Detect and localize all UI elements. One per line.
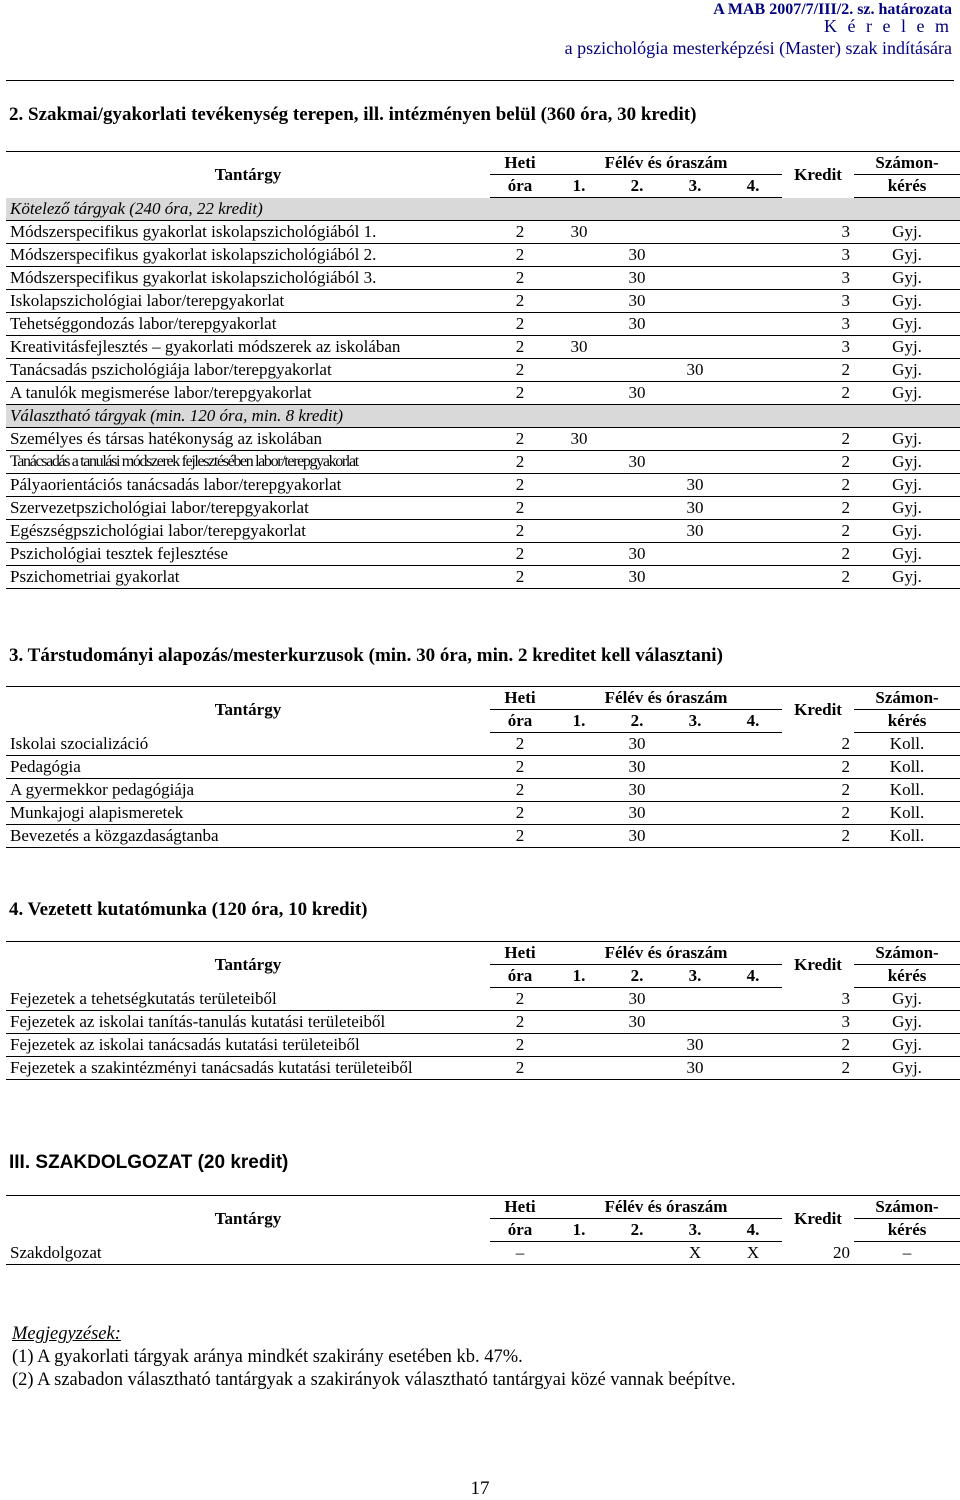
- credit: 3: [782, 290, 854, 313]
- table-row: [6, 988, 960, 1011]
- subject-name: Fejezetek az iskolai tanácsadás kutatási területeiből: [6, 1034, 490, 1057]
- section-3-title: 3. Társtudományi alapozás/mesterkurzusok (min. 30 óra, min. 2 kreditet kell választani): [9, 645, 723, 666]
- semester-2: 30: [608, 988, 666, 1011]
- col-subject: Tantárgy: [6, 687, 490, 733]
- semester-4: [724, 802, 782, 825]
- semester-2: 30: [608, 244, 666, 267]
- semester-1: [550, 543, 608, 566]
- group-label: Választható tárgyak (min. 120 óra, min. 8 kredit): [6, 405, 960, 428]
- table-row: [6, 1011, 960, 1034]
- semester-1: [550, 359, 608, 382]
- semester-2: 30: [608, 267, 666, 290]
- semester-1: [550, 1242, 608, 1265]
- note-2: (2) A szabadon választható tantárgyak a szakirányok választható tantárgyai közé vannak beépítve.: [12, 1370, 736, 1390]
- semester-1: [550, 382, 608, 405]
- subject-name: A gyermekkor pedagógiája: [6, 779, 490, 802]
- subject-name: Tanácsadás a tanulási módszerek fejlesztésében labor/terepgyakorlat: [6, 451, 490, 474]
- col-s3: 3.: [666, 175, 724, 198]
- semester-1: [550, 1057, 608, 1080]
- weekly-hours: 2: [490, 543, 550, 566]
- semester-1: [550, 802, 608, 825]
- col-s3: 3.: [666, 710, 724, 733]
- section-2-title: 2. Szakmai/gyakorlati tevékenység terepen, ill. intézményen belül (360 óra, 30 kredit): [9, 104, 697, 125]
- col-s2: 2.: [608, 965, 666, 988]
- semester-1: [550, 756, 608, 779]
- assessment: Koll.: [854, 802, 960, 825]
- semester-2: [608, 497, 666, 520]
- weekly-hours: 2: [490, 267, 550, 290]
- semester-2: [608, 520, 666, 543]
- assessment: Gyj.: [854, 520, 960, 543]
- subject-name: Fejezetek a szakintézményi tanácsadás kutatási területeiből: [6, 1057, 490, 1080]
- credit: 2: [782, 825, 854, 848]
- table-row: [6, 221, 960, 244]
- credit: 2: [782, 779, 854, 802]
- semester-2: 30: [608, 733, 666, 756]
- semester-1: 30: [550, 221, 608, 244]
- weekly-hours: 2: [490, 802, 550, 825]
- table-row: [6, 382, 960, 405]
- assessment: Gyj.: [854, 267, 960, 290]
- subject-name: Módszerspecifikus gyakorlat iskolapszichológiából 1.: [6, 221, 490, 244]
- assessment: Gyj.: [854, 290, 960, 313]
- assessment: Gyj.: [854, 1011, 960, 1034]
- semester-3: [666, 313, 724, 336]
- semester-1: [550, 290, 608, 313]
- group-row: [6, 198, 960, 221]
- semester-4: [724, 313, 782, 336]
- assessment: Gyj.: [854, 359, 960, 382]
- semester-4: [724, 359, 782, 382]
- semester-3: [666, 336, 724, 359]
- semester-1: [550, 451, 608, 474]
- subject-name: Tanácsadás pszichológiája labor/terepgyakorlat: [6, 359, 490, 382]
- weekly-hours: 2: [490, 221, 550, 244]
- table-row: [6, 1034, 960, 1057]
- group-label: Kötelező tárgyak (240 óra, 22 kredit): [6, 198, 960, 221]
- semester-1: [550, 474, 608, 497]
- credit: 3: [782, 988, 854, 1011]
- semester-3: X: [666, 1242, 724, 1265]
- semester-2: 30: [608, 756, 666, 779]
- semester-3: 30: [666, 497, 724, 520]
- credit: 3: [782, 1011, 854, 1034]
- subject-name: Pályaorientációs tanácsadás labor/terepgyakorlat: [6, 474, 490, 497]
- col-subject: Tantárgy: [6, 152, 490, 198]
- table-row: [6, 267, 960, 290]
- semester-1: [550, 1034, 608, 1057]
- assessment: Gyj.: [854, 428, 960, 451]
- weekly-hours: 2: [490, 244, 550, 267]
- col-ora: óra: [490, 710, 550, 733]
- assessment: Koll.: [854, 733, 960, 756]
- col-s1: 1.: [550, 175, 608, 198]
- weekly-hours: 2: [490, 1057, 550, 1080]
- col-heti: Heti: [490, 1196, 550, 1219]
- assessment: –: [854, 1242, 960, 1265]
- weekly-hours: 2: [490, 359, 550, 382]
- semester-2: [608, 336, 666, 359]
- weekly-hours: 2: [490, 497, 550, 520]
- semester-3: [666, 825, 724, 848]
- col-s4: 4.: [724, 175, 782, 198]
- semester-3: [666, 290, 724, 313]
- semester-4: [724, 543, 782, 566]
- col-s4: 4.: [724, 710, 782, 733]
- semester-3: [666, 267, 724, 290]
- assessment: Gyj.: [854, 313, 960, 336]
- semester-2: 30: [608, 313, 666, 336]
- semester-3: [666, 756, 724, 779]
- semester-2: [608, 359, 666, 382]
- weekly-hours: 2: [490, 733, 550, 756]
- semester-3: 30: [666, 1057, 724, 1080]
- credit: 2: [782, 1034, 854, 1057]
- subject-name: Szervezetpszichológiai labor/terepgyakorlat: [6, 497, 490, 520]
- semester-2: 30: [608, 543, 666, 566]
- semester-1: [550, 988, 608, 1011]
- semester-3: [666, 428, 724, 451]
- semester-2: 30: [608, 566, 666, 589]
- header-rule: [6, 80, 954, 81]
- col-semesters: Félév és óraszám: [550, 152, 782, 175]
- semester-2: 30: [608, 825, 666, 848]
- semester-4: [724, 988, 782, 1011]
- semester-4: [724, 382, 782, 405]
- credit: 2: [782, 733, 854, 756]
- semester-1: 30: [550, 336, 608, 359]
- weekly-hours: 2: [490, 474, 550, 497]
- semester-2: [608, 1242, 666, 1265]
- col-s2: 2.: [608, 175, 666, 198]
- credit: 3: [782, 221, 854, 244]
- semester-1: [550, 313, 608, 336]
- semester-3: [666, 802, 724, 825]
- assessment: Gyj.: [854, 1034, 960, 1057]
- weekly-hours: 2: [490, 451, 550, 474]
- table-row: [6, 802, 960, 825]
- credit: 2: [782, 802, 854, 825]
- semester-4: [724, 756, 782, 779]
- subject-name: Módszerspecifikus gyakorlat iskolapszichológiából 3.: [6, 267, 490, 290]
- assessment: Gyj.: [854, 566, 960, 589]
- weekly-hours: 2: [490, 313, 550, 336]
- semester-4: [724, 1057, 782, 1080]
- subject-name: Pszichológiai tesztek fejlesztése: [6, 543, 490, 566]
- semester-3: [666, 1011, 724, 1034]
- credit: 3: [782, 313, 854, 336]
- note-1: (1) A gyakorlati tárgyak aránya mindkét szakirány esetében kb. 47%.: [12, 1347, 523, 1367]
- table-row: [6, 825, 960, 848]
- assessment: Koll.: [854, 756, 960, 779]
- weekly-hours: 2: [490, 382, 550, 405]
- credit: 2: [782, 428, 854, 451]
- table-row: [6, 566, 960, 589]
- col-subject: Tantárgy: [6, 942, 490, 988]
- col-kredit: Kredit: [782, 687, 854, 733]
- table-row: [6, 244, 960, 267]
- subject-name: A tanulók megismerése labor/terepgyakorlat: [6, 382, 490, 405]
- semester-4: [724, 825, 782, 848]
- col-ora: óra: [490, 175, 550, 198]
- credit: 2: [782, 382, 854, 405]
- col-kredit: Kredit: [782, 152, 854, 198]
- semester-1: [550, 733, 608, 756]
- credit: 3: [782, 336, 854, 359]
- credit: 2: [782, 756, 854, 779]
- table-row: [6, 290, 960, 313]
- semester-1: [550, 267, 608, 290]
- semester-1: 30: [550, 428, 608, 451]
- subject-name: Fejezetek a tehetségkutatás területeiből: [6, 988, 490, 1011]
- col-keres: kérés: [854, 175, 960, 198]
- col-semesters: Félév és óraszám: [550, 1196, 782, 1219]
- semester-4: [724, 566, 782, 589]
- table-row: [6, 474, 960, 497]
- semester-2: 30: [608, 451, 666, 474]
- semester-3: [666, 382, 724, 405]
- section-3-table: [6, 686, 960, 848]
- semester-4: [724, 520, 782, 543]
- assessment: Gyj.: [854, 336, 960, 359]
- table-row: [6, 1242, 960, 1265]
- weekly-hours: 2: [490, 779, 550, 802]
- credit: 2: [782, 497, 854, 520]
- semester-4: [724, 451, 782, 474]
- assessment: Gyj.: [854, 244, 960, 267]
- semester-3: [666, 543, 724, 566]
- col-keres: kérés: [854, 1219, 960, 1242]
- semester-3: 30: [666, 520, 724, 543]
- table-row: [6, 733, 960, 756]
- assessment: Gyj.: [854, 988, 960, 1011]
- table-row: [6, 543, 960, 566]
- notes: [12, 1323, 736, 1392]
- subject-name: Módszerspecifikus gyakorlat iskolapszichológiából 2.: [6, 244, 490, 267]
- weekly-hours: 2: [490, 825, 550, 848]
- semester-4: [724, 733, 782, 756]
- weekly-hours: 2: [490, 336, 550, 359]
- semester-4: [724, 1034, 782, 1057]
- col-szamon: Számon-: [854, 1196, 960, 1219]
- assessment: Gyj.: [854, 543, 960, 566]
- assessment: Koll.: [854, 825, 960, 848]
- col-kredit: Kredit: [782, 1196, 854, 1242]
- col-semesters: Félév és óraszám: [550, 687, 782, 710]
- col-szamon: Számon-: [854, 687, 960, 710]
- weekly-hours: 2: [490, 566, 550, 589]
- semester-2: 30: [608, 779, 666, 802]
- credit: 20: [782, 1242, 854, 1265]
- credit: 2: [782, 566, 854, 589]
- group-row: [6, 405, 960, 428]
- semester-4: [724, 290, 782, 313]
- credit: 2: [782, 474, 854, 497]
- col-s1: 1.: [550, 1219, 608, 1242]
- assessment: Gyj.: [854, 1057, 960, 1080]
- table-row: [6, 520, 960, 543]
- table-row: [6, 756, 960, 779]
- semester-2: 30: [608, 290, 666, 313]
- thesis-table: [6, 1195, 960, 1265]
- subject-name: Iskolai szocializáció: [6, 733, 490, 756]
- subject-name: Szakdolgozat: [6, 1242, 490, 1265]
- credit: 2: [782, 359, 854, 382]
- semester-4: [724, 779, 782, 802]
- col-s2: 2.: [608, 710, 666, 733]
- request-title: K é r e l e m: [824, 16, 952, 36]
- col-szamon: Számon-: [854, 942, 960, 965]
- col-keres: kérés: [854, 965, 960, 988]
- col-s1: 1.: [550, 710, 608, 733]
- semester-2: 30: [608, 802, 666, 825]
- semester-2: [608, 428, 666, 451]
- semester-4: [724, 1011, 782, 1034]
- semester-1: [550, 244, 608, 267]
- subject-name: Pedagógia: [6, 756, 490, 779]
- semester-1: [550, 497, 608, 520]
- table-row: [6, 336, 960, 359]
- semester-4: [724, 221, 782, 244]
- assessment: Gyj.: [854, 221, 960, 244]
- assessment: Gyj.: [854, 474, 960, 497]
- decision-reference: A MAB 2007/7/III/2. sz. határozata: [713, 1, 952, 18]
- col-s3: 3.: [666, 965, 724, 988]
- semester-4: [724, 336, 782, 359]
- semester-4: [724, 244, 782, 267]
- table-row: [6, 497, 960, 520]
- weekly-hours: 2: [490, 290, 550, 313]
- credit: 3: [782, 244, 854, 267]
- subject-name: Tehetséggondozás labor/terepgyakorlat: [6, 313, 490, 336]
- assessment: Gyj.: [854, 497, 960, 520]
- assessment: Gyj.: [854, 382, 960, 405]
- col-s1: 1.: [550, 965, 608, 988]
- subject-name: Személyes és társas hatékonyság az iskolában: [6, 428, 490, 451]
- col-ora: óra: [490, 965, 550, 988]
- assessment: Gyj.: [854, 451, 960, 474]
- table-row: [6, 1057, 960, 1080]
- col-heti: Heti: [490, 687, 550, 710]
- semester-3: [666, 779, 724, 802]
- document-header: [565, 0, 952, 59]
- semester-3: 30: [666, 1034, 724, 1057]
- col-s2: 2.: [608, 1219, 666, 1242]
- weekly-hours: 2: [490, 1011, 550, 1034]
- subject-name: Iskolapszichológiai labor/terepgyakorlat: [6, 290, 490, 313]
- table-row: [6, 313, 960, 336]
- subject-name: Fejezetek az iskolai tanítás-tanulás kutatási területeiből: [6, 1011, 490, 1034]
- col-s4: 4.: [724, 1219, 782, 1242]
- semester-1: [550, 779, 608, 802]
- weekly-hours: 2: [490, 756, 550, 779]
- weekly-hours: –: [490, 1242, 550, 1265]
- credit: 2: [782, 520, 854, 543]
- assessment: Koll.: [854, 779, 960, 802]
- weekly-hours: 2: [490, 1034, 550, 1057]
- semester-1: [550, 566, 608, 589]
- weekly-hours: 2: [490, 428, 550, 451]
- col-keres: kérés: [854, 710, 960, 733]
- table-row: [6, 428, 960, 451]
- table-row: [6, 779, 960, 802]
- semester-2: [608, 1057, 666, 1080]
- semester-3: [666, 733, 724, 756]
- credit: 2: [782, 1057, 854, 1080]
- credit: 2: [782, 451, 854, 474]
- semester-3: 30: [666, 474, 724, 497]
- col-semesters: Félév és óraszám: [550, 942, 782, 965]
- semester-3: 30: [666, 359, 724, 382]
- credit: 3: [782, 267, 854, 290]
- semester-2: [608, 474, 666, 497]
- request-subtitle: a pszichológia mesterképzési (Master) szak indítására: [564, 38, 952, 58]
- col-heti: Heti: [490, 942, 550, 965]
- semester-2: [608, 1034, 666, 1057]
- semester-2: 30: [608, 382, 666, 405]
- semester-3: [666, 988, 724, 1011]
- section-2-table: [6, 151, 960, 589]
- col-s4: 4.: [724, 965, 782, 988]
- table-row: [6, 359, 960, 382]
- thesis-section-title: III. SZAKDOLGOZAT (20 kredit): [9, 1152, 289, 1173]
- col-szamon: Számon-: [854, 152, 960, 175]
- notes-title: Megjegyzések:: [12, 1324, 121, 1344]
- semester-4: X: [724, 1242, 782, 1265]
- semester-4: [724, 267, 782, 290]
- semester-1: [550, 825, 608, 848]
- subject-name: Egészségpszichológiai labor/terepgyakorlat: [6, 520, 490, 543]
- col-subject: Tantárgy: [6, 1196, 490, 1242]
- semester-2: 30: [608, 1011, 666, 1034]
- semester-4: [724, 428, 782, 451]
- col-heti: Heti: [490, 152, 550, 175]
- page-number: 17: [470, 1478, 490, 1499]
- semester-4: [724, 497, 782, 520]
- credit: 2: [782, 543, 854, 566]
- subject-name: Kreativitásfejlesztés – gyakorlati módszerek az iskolában: [6, 336, 490, 359]
- weekly-hours: 2: [490, 988, 550, 1011]
- semester-2: [608, 221, 666, 244]
- subject-name: Pszichometriai gyakorlat: [6, 566, 490, 589]
- semester-3: [666, 221, 724, 244]
- semester-1: [550, 520, 608, 543]
- weekly-hours: 2: [490, 520, 550, 543]
- semester-3: [666, 244, 724, 267]
- semester-3: [666, 566, 724, 589]
- subject-name: Bevezetés a közgazdaságtanba: [6, 825, 490, 848]
- semester-1: [550, 1011, 608, 1034]
- col-ora: óra: [490, 1219, 550, 1242]
- section-4-title: 4. Vezetett kutatómunka (120 óra, 10 kredit): [9, 899, 368, 920]
- col-s3: 3.: [666, 1219, 724, 1242]
- table-row: [6, 451, 960, 474]
- semester-3: [666, 451, 724, 474]
- section-4-table: [6, 941, 960, 1080]
- subject-name: Munkajogi alapismeretek: [6, 802, 490, 825]
- semester-4: [724, 474, 782, 497]
- col-kredit: Kredit: [782, 942, 854, 988]
